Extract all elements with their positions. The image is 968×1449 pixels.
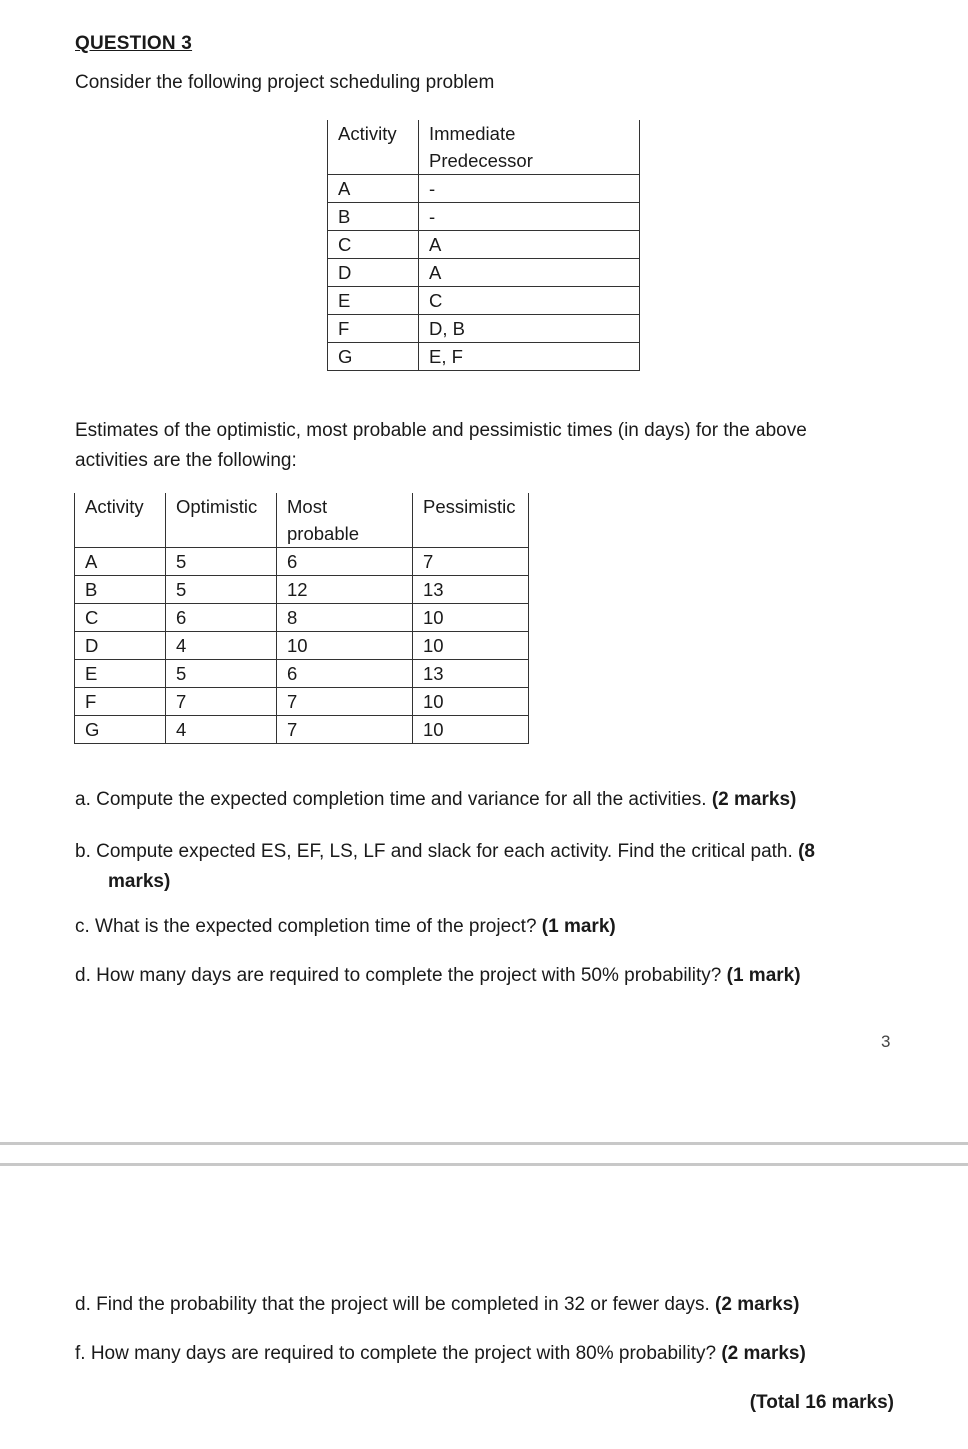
time-table-cell: 7 [277,688,413,716]
time-table-header-cell [166,493,277,548]
question-b-marks-2: marks) [108,871,171,892]
time-table-row [75,548,529,576]
predecessor-table-header-cell [419,120,640,175]
question-d1 [75,965,801,987]
time-table-row [75,660,529,688]
time-table-row [75,632,529,660]
time-table-cell: 8 [277,604,413,632]
question-c-text: c. What is the expected completion time of the project? [75,916,542,937]
predecessor-table-cell: B [328,203,419,231]
predecessor-table-header-row [328,120,640,175]
predecessor-table-cell: E [328,287,419,315]
time-table-cell: 13 [413,576,529,604]
time-table-cell: F [75,688,166,716]
question-f-text: f. How many days are required to complete the project with 80% probability? [75,1343,722,1364]
time-table-header-text: probable [287,523,360,544]
predecessor-table-cell: D, B [419,315,640,343]
time-table-header-text: Pessimistic [423,496,516,517]
time-table-cell: B [75,576,166,604]
predecessor-table-cell: F [328,315,419,343]
predecessor-table-cell: G [328,343,419,371]
time-table-cell: 6 [166,604,277,632]
question-d2 [75,1294,800,1316]
predecessor-table [327,120,640,371]
time-table-header-cell [413,493,529,548]
time-table-cell: 7 [166,688,277,716]
predecessor-table-row [328,343,640,371]
time-table-cell: 10 [413,632,529,660]
predecessor-table-cell: A [328,175,419,203]
question-b [75,837,875,897]
time-table-cell: 13 [413,660,529,688]
question-c [75,916,616,938]
time-table-cell: G [75,716,166,744]
time-table-cell: E [75,660,166,688]
question-d1-marks: (1 mark) [726,965,801,986]
time-table-cell: 5 [166,576,277,604]
time-table-header-text: Optimistic [176,496,258,517]
time-table-row [75,716,529,744]
time-table-header-text: Activity [85,496,144,517]
time-table-cell: 4 [166,632,277,660]
time-table-cell: 10 [277,632,413,660]
time-table-header-cell [277,493,413,548]
question-b-marks-1: (8 [798,841,815,862]
time-table-row [75,576,529,604]
time-table-cell: 6 [277,660,413,688]
estimates-text: Estimates of the optimistic, most probable and pessimistic times (in days) for the above activities are the following: [75,420,807,471]
predecessor-table-cell: C [328,231,419,259]
predecessor-table-cell: - [419,203,640,231]
predecessor-table-cell: C [419,287,640,315]
predecessor-table-cell: - [419,175,640,203]
time-estimates-table [74,493,529,744]
predecessor-table-cell: A [419,231,640,259]
question-d2-text: d. Find the probability that the project will be completed in 32 or fewer days. [75,1294,716,1315]
time-table-row [75,604,529,632]
time-table-cell: 10 [413,716,529,744]
page-divider-top [0,1142,968,1145]
question-a [75,789,796,811]
time-table-header-text: Most [287,496,328,517]
predecessor-table-header-text: Predecessor [429,150,533,171]
predecessor-table-row [328,259,640,287]
predecessor-table-row [328,287,640,315]
time-table-cell: 7 [413,548,529,576]
question-a-text: a. Compute the expected completion time and variance for all the activities. [75,789,712,810]
page-divider-bottom [0,1163,968,1166]
page-number: 3 [881,1032,891,1051]
predecessor-table-cell: A [419,259,640,287]
question-d2-marks: (2 marks) [715,1294,800,1315]
question-heading: QUESTION 3 [75,33,193,54]
predecessor-table-header-text: Activity [338,123,397,144]
question-f [75,1343,806,1365]
question-a-marks: (2 marks) [711,789,797,810]
question-c-marks: (1 mark) [541,916,616,937]
time-table-cell: 4 [166,716,277,744]
time-table-cell: C [75,604,166,632]
time-table-cell: 10 [413,688,529,716]
time-table-cell: 5 [166,660,277,688]
predecessor-table-row [328,315,640,343]
predecessor-table-row [328,231,640,259]
time-table-header-row [75,493,529,548]
time-table-cell: 6 [277,548,413,576]
time-table-cell: D [75,632,166,660]
predecessor-table-header-cell [328,120,419,175]
time-table-cell: 7 [277,716,413,744]
predecessor-table-row [328,175,640,203]
predecessor-table-header-text: Immediate [429,123,516,144]
time-table-header-cell [75,493,166,548]
intro-text: Consider the following project scheduling problem [75,72,495,93]
question-d1-text: d. How many days are required to complete the project with 50% probability? [75,965,727,986]
total-marks: (Total 16 marks) [749,1392,894,1413]
time-table-cell: A [75,548,166,576]
time-table-cell: 10 [413,604,529,632]
question-b-text: b. Compute expected ES, EF, LS, LF and slack for each activity. Find the critical path. [75,841,799,862]
time-table-cell: 5 [166,548,277,576]
predecessor-table-cell: D [328,259,419,287]
predecessor-table-row [328,203,640,231]
time-table-row [75,688,529,716]
question-f-marks: (2 marks) [721,1343,806,1364]
predecessor-table-cell: E, F [419,343,640,371]
time-table-cell: 12 [277,576,413,604]
